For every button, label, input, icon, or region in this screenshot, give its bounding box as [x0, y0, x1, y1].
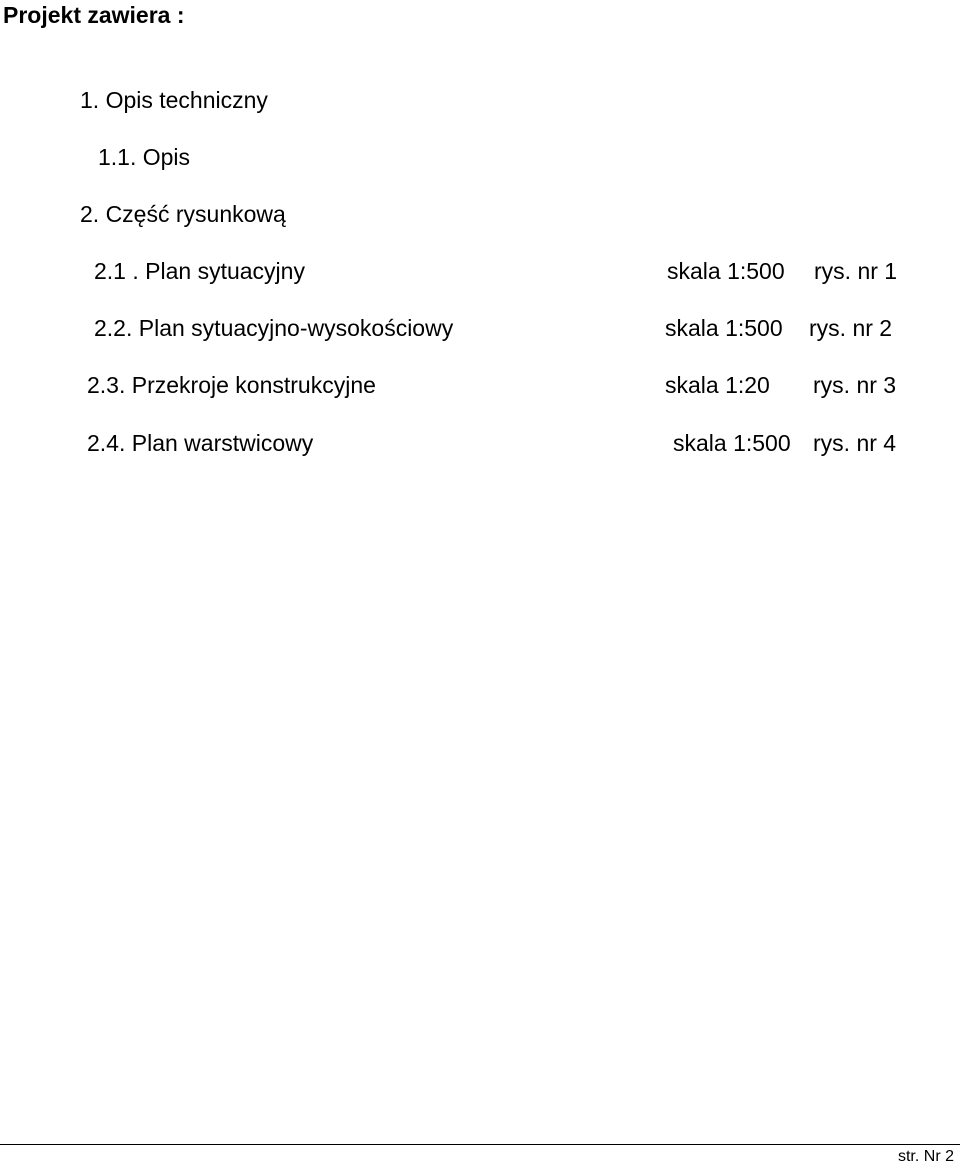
drawing-figure-3: rys. nr 3	[813, 372, 897, 398]
drawing-label-4: 2.4. Plan warstwicowy	[87, 430, 314, 456]
drawing-figure-2: rys. nr 2	[809, 315, 893, 341]
document-title: Projekt zawiera :	[3, 2, 185, 28]
drawing-figure-1: rys. nr 1	[814, 258, 898, 284]
drawing-scale-2: skala 1:500	[665, 315, 783, 341]
drawing-label-2: 2.2. Plan sytuacyjno-wysokościowy	[94, 315, 454, 341]
page-number: str. Nr 2	[897, 1148, 954, 1165]
list-item-czesc-rysunkowa: 2. Część rysunkową	[80, 201, 286, 227]
drawing-label-1: 2.1 . Plan sytuacyjny	[94, 258, 305, 284]
drawing-scale-4: skala 1:500	[673, 430, 791, 456]
drawing-figure-4: rys. nr 4	[813, 430, 897, 456]
drawing-scale-1: skala 1:500	[667, 258, 785, 284]
drawing-label-3: 2.3. Przekroje konstrukcyjne	[87, 372, 376, 398]
list-item-opis-techniczny: 1. Opis techniczny	[80, 87, 268, 113]
footer-divider	[0, 1144, 960, 1145]
list-item-opis: 1.1. Opis	[98, 144, 191, 170]
drawing-scale-3: skala 1:20	[665, 372, 770, 398]
